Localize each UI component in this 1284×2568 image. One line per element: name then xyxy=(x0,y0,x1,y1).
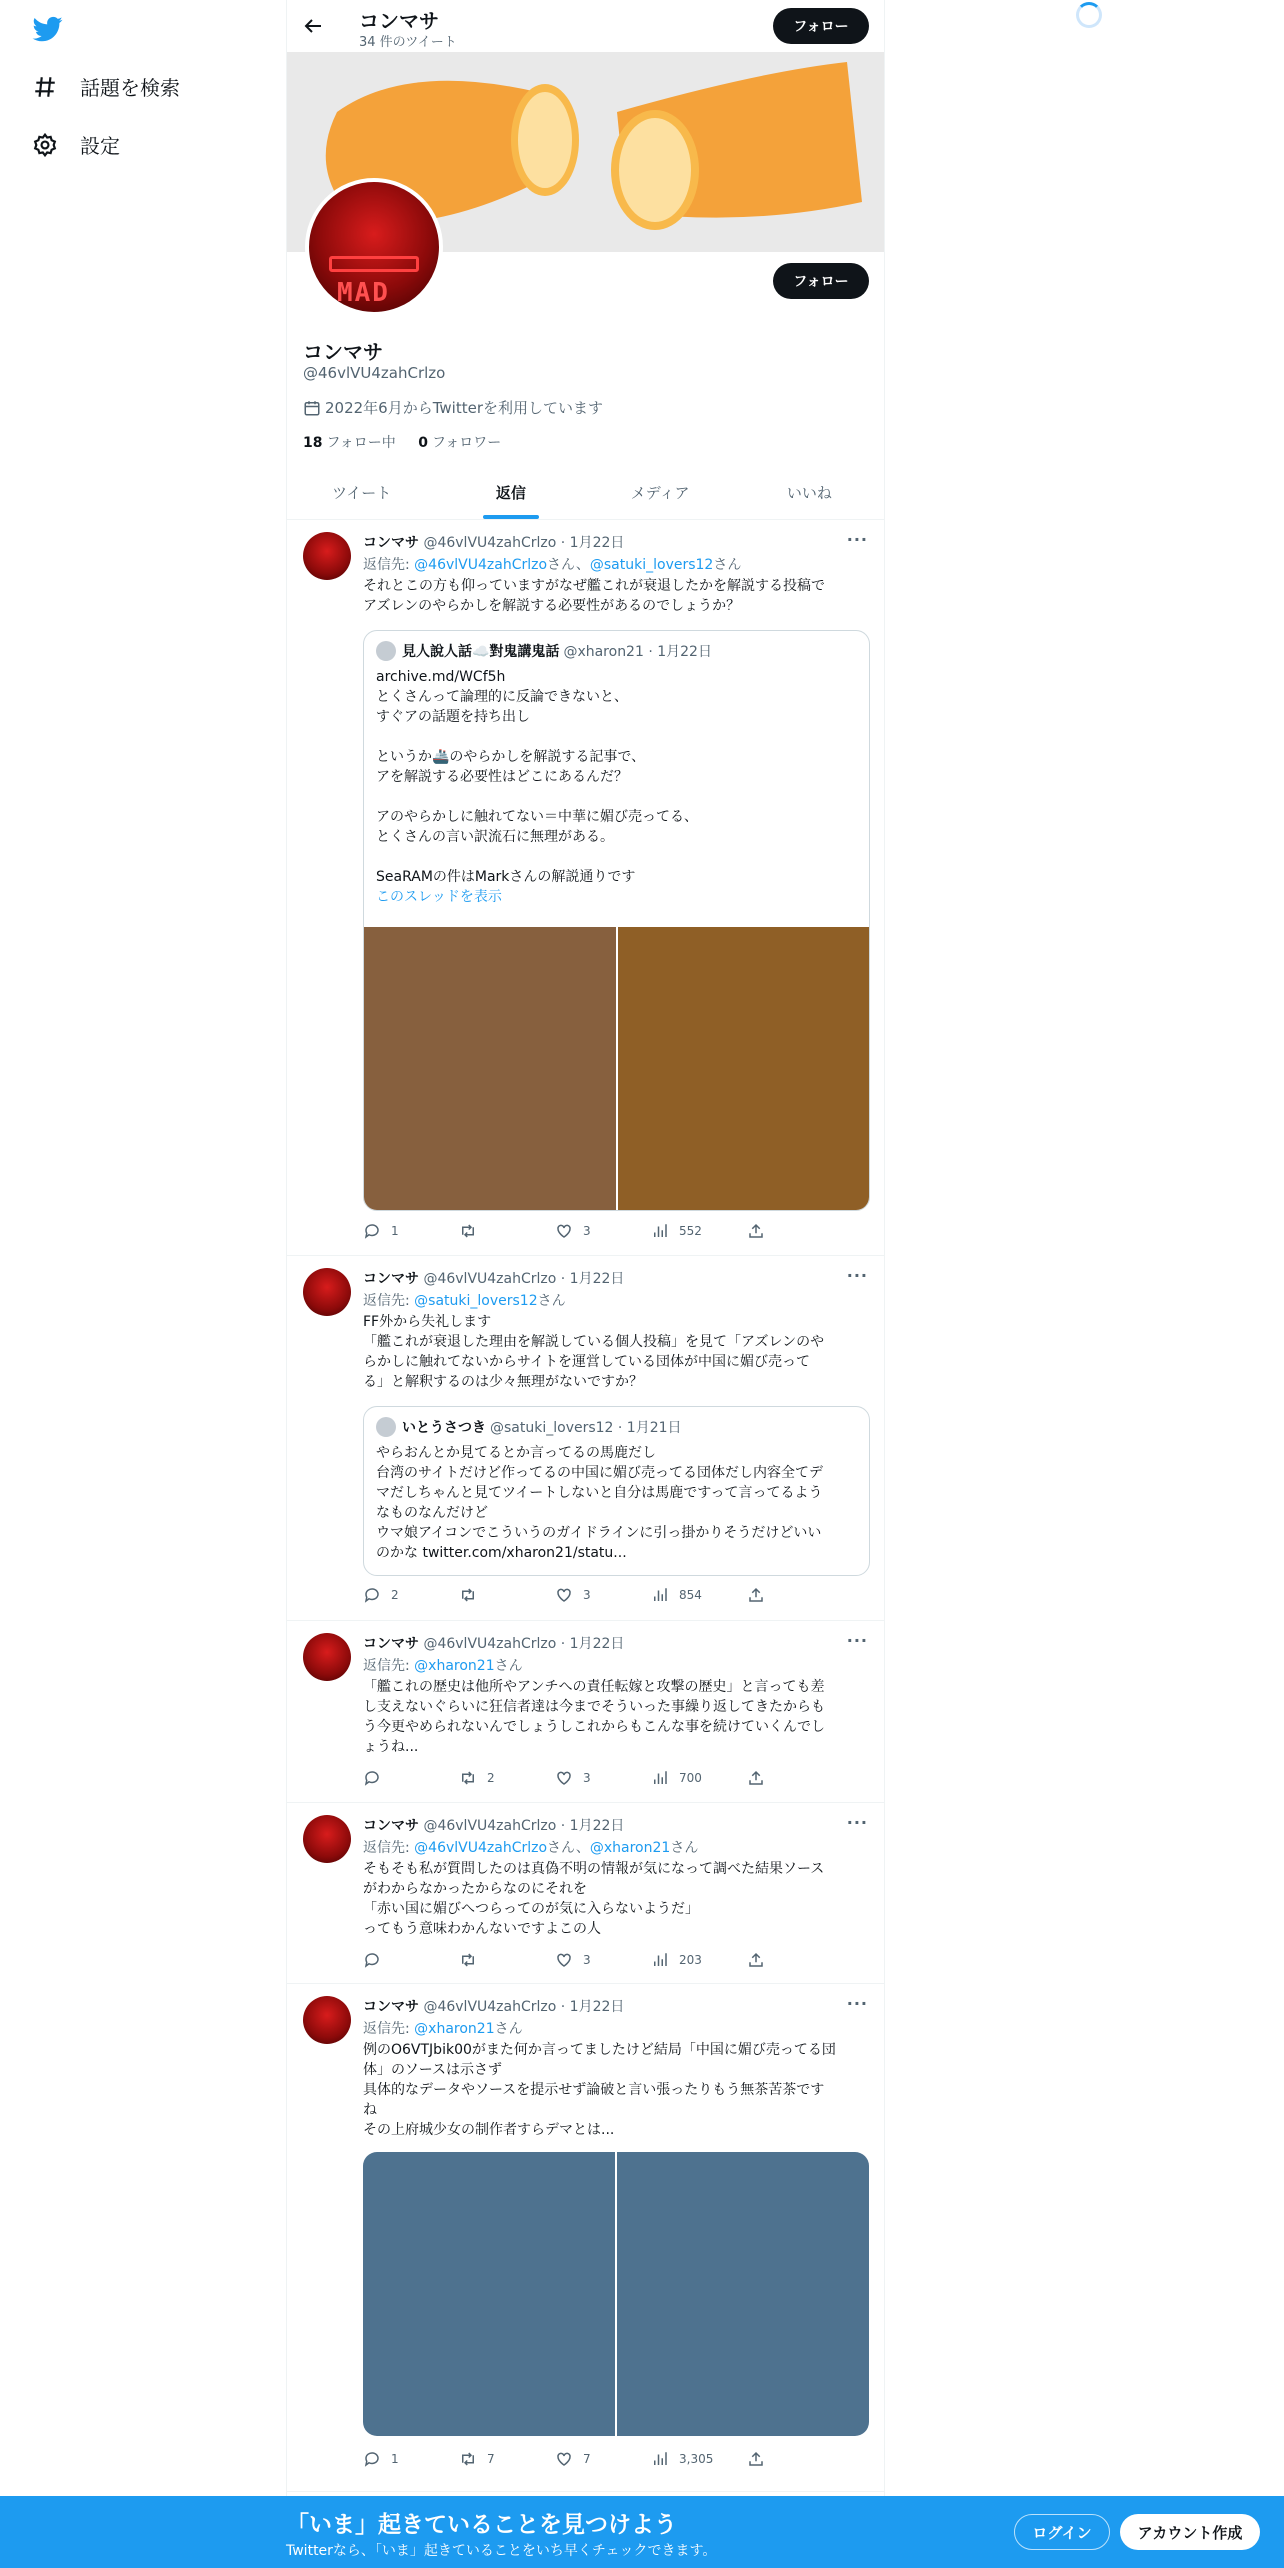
more-options-icon[interactable]: ··· xyxy=(846,1631,868,1650)
tweet-actions xyxy=(363,1951,793,1971)
share-action[interactable] xyxy=(747,1769,775,1787)
reply-to-link[interactable]: @46vlVU4zahCrlzo xyxy=(414,557,548,573)
tab-tweets[interactable]: ツイート xyxy=(331,483,392,502)
reply-suffix: さん xyxy=(537,1293,566,1309)
retweet-icon xyxy=(459,2450,477,2468)
tweet-meta: @46vlVU4zahCrlzo · 1月22日 xyxy=(423,1636,625,1652)
header-follow-button[interactable]: フォロー xyxy=(773,8,869,44)
retweet-icon xyxy=(459,1222,477,1240)
tweet-author-name[interactable]: コンマサ xyxy=(363,1636,419,1652)
reply-prefix: 返信先: xyxy=(363,1840,415,1856)
reply-icon xyxy=(363,1586,381,1604)
nav-item-explore[interactable] xyxy=(32,72,180,101)
tweet-header xyxy=(363,1633,624,1653)
share-icon xyxy=(747,1951,765,1969)
tweet-meta: @46vlVU4zahCrlzo · 1月22日 xyxy=(423,1999,625,2015)
more-options-icon[interactable]: ··· xyxy=(846,530,868,549)
tweet-author-name[interactable]: コンマサ xyxy=(363,1999,419,2015)
views-chart-icon xyxy=(651,1951,669,1969)
back-arrow-icon[interactable] xyxy=(301,14,325,38)
tab-likes[interactable]: いいね xyxy=(786,483,832,502)
tweet-text: それとこの方も仰っていますがなぜ艦これが衰退したかを解説する投稿で アズレンのやらかしを解説する必要性があるのでしょうか？ xyxy=(363,578,825,614)
quote-media[interactable] xyxy=(364,927,869,1211)
reply-to-link[interactable]: @xharon21 xyxy=(589,1840,671,1856)
tweet-header xyxy=(363,1996,624,2016)
views-count: 3,305 xyxy=(679,2452,714,2466)
reply-prefix: 返信先: xyxy=(363,1293,415,1309)
tweet-meta: @46vlVU4zahCrlzo · 1月22日 xyxy=(423,535,625,551)
tweet[interactable] xyxy=(287,520,884,1256)
reply-action[interactable] xyxy=(363,1951,391,1969)
profile-handle: @46vlVU4zahCrlzo xyxy=(303,364,446,382)
views-action[interactable] xyxy=(651,1769,702,1787)
calendar-icon xyxy=(303,399,321,417)
share-icon xyxy=(747,2450,765,2468)
tweet[interactable] xyxy=(287,1803,884,1984)
tweet-header xyxy=(363,1268,624,1288)
reply-icon xyxy=(363,2450,381,2468)
reply-action[interactable] xyxy=(363,1769,391,1787)
retweet-icon xyxy=(459,1951,477,1969)
profile-tabs xyxy=(287,465,884,520)
quote-text: archive.md/WCf5h とくさんって論理的に反論できないと、 すぐアの話題を持ち出し というか🚢のやらかしを解説する記事で、 アを解説する必要性はどこにあるんだ？ アのやらかしに触れてない＝中華に媚び売ってる、 とくさんの言い訳流石に無理がある。 SeaRAMの件はMarkさんの解説通りです xyxy=(376,669,698,885)
reply-action[interactable] xyxy=(363,1586,399,1604)
reply-action[interactable] xyxy=(363,1222,399,1240)
profile-joined-text: 2022年6月からTwitterを利用しています xyxy=(325,399,603,417)
reply-to-line xyxy=(363,1655,523,1675)
header-tweet-count: 34 件のツイート xyxy=(359,35,457,50)
reply-count: 2 xyxy=(391,1588,399,1602)
views-action[interactable] xyxy=(651,1586,702,1604)
show-thread-link[interactable]: このスレッドを表示 xyxy=(376,889,502,905)
tweet-media[interactable] xyxy=(363,2152,869,2436)
tweet-avatar[interactable] xyxy=(303,1996,351,2044)
retweet-icon xyxy=(459,1769,477,1787)
retweet-action[interactable] xyxy=(459,1222,487,1240)
tab-replies[interactable]: 返信 xyxy=(436,465,585,519)
like-action[interactable] xyxy=(555,1222,591,1240)
profile-avatar[interactable] xyxy=(305,178,443,316)
share-icon xyxy=(747,1586,765,1604)
like-count: 3 xyxy=(583,1588,591,1602)
quote-avatar xyxy=(376,641,396,661)
heart-icon xyxy=(555,2450,573,2468)
tweet-text: そもそも私が質問したのは真偽不明の情報が気になって調べた結果ソース がわからなかったからなのにそれを 「赤い国に媚びへつらってのが気に入らないようだ」 ってもう意味わかんないですよこの人 xyxy=(363,1861,825,1937)
tweet-actions xyxy=(363,1769,793,1789)
reply-to-link[interactable]: @xharon21 xyxy=(414,2021,495,2037)
like-count: 3 xyxy=(583,1953,591,1967)
followers-label: フォロワー xyxy=(432,435,502,451)
reply-suffix: さん xyxy=(494,2021,523,2037)
create-account-button[interactable]: アカウント作成 xyxy=(1120,2514,1260,2550)
nav-item-settings[interactable] xyxy=(32,130,120,159)
views-action[interactable] xyxy=(651,1951,702,1969)
share-action[interactable] xyxy=(747,1586,775,1604)
login-button[interactable]: ログイン xyxy=(1014,2514,1110,2550)
reply-to-link[interactable]: @satuki_lovers12 xyxy=(414,1293,538,1309)
reply-count: 1 xyxy=(391,1224,399,1238)
header-name: コンマサ xyxy=(359,9,439,33)
views-chart-icon xyxy=(651,1586,669,1604)
media-image[interactable] xyxy=(617,2152,869,2436)
tweet-author-name[interactable]: コンマサ xyxy=(363,1271,419,1287)
hashtag-icon xyxy=(32,74,58,100)
views-count: 700 xyxy=(679,1771,702,1785)
tab-media[interactable]: メディア xyxy=(630,483,690,502)
media-image[interactable] xyxy=(364,927,616,1211)
heart-icon xyxy=(555,1586,573,1604)
reply-to-link[interactable]: @satuki_lovers12 xyxy=(589,557,714,573)
retweet-icon xyxy=(459,1586,477,1604)
quote-text: やらおんとか見てるとか言ってるの馬鹿だし 台湾のサイトだけど作ってるの中国に媚び売ってる団体だし内容全てデ マだしちゃんと見てツイートしないと自分は馬鹿ですって言ってるよう なものなんだけど ウマ娘アイコンでこういうのガイドラインに引っ掛かりそうだけどいい のかな twitter.com/xharon21/statu... xyxy=(376,1445,824,1561)
reply-to-line xyxy=(363,2018,523,2038)
views-count: 203 xyxy=(679,1953,702,1967)
nav-item-explore-label: 話題を検索 xyxy=(80,76,180,100)
top-bar xyxy=(287,0,884,52)
tweet-text: 例のO6VTJbik00がまた何か言ってましたけど結局「中国に媚び売ってる団 体」のソースは示さず 具体的なデータやソースを提示せず論破と言い張ったりもう無茶苦茶です ね その上府城少女の制作者すらデマとは... xyxy=(363,2042,836,2138)
signup-bar xyxy=(0,2496,1284,2568)
following-link[interactable] xyxy=(303,435,396,451)
reply-suffix: さん xyxy=(713,557,742,573)
heart-icon xyxy=(555,1769,573,1787)
share-icon xyxy=(747,1222,765,1240)
retweet-action[interactable] xyxy=(459,1951,487,1969)
reply-to-line xyxy=(363,554,741,574)
quote-meta: @satuki_lovers12 · 1月21日 xyxy=(490,1420,682,1436)
quoted-tweet[interactable] xyxy=(363,630,870,1211)
retweet-count: 2 xyxy=(487,1771,495,1785)
more-options-icon[interactable]: ··· xyxy=(846,1994,868,2013)
quote-meta: @xharon21 · 1月22日 xyxy=(563,644,712,660)
quote-author-name: いとうさつき xyxy=(402,1420,486,1436)
reply-suffix: さん xyxy=(494,1658,523,1674)
share-action[interactable] xyxy=(747,1222,775,1240)
quote-header xyxy=(376,641,712,661)
tweet-text: FF外から失礼します 「艦これが衰退した理由を解説している個人投稿」を見て「アズレンのや らかしに触れてないからサイトを運営している団体が中国に媚び売って る」と解釈するのは少々無理がないですか？ xyxy=(363,1314,825,1390)
views-chart-icon xyxy=(651,2450,669,2468)
reply-to-link[interactable]: @xharon21 xyxy=(414,1658,495,1674)
profile-follow-stats xyxy=(303,432,501,452)
like-action[interactable] xyxy=(555,2450,591,2468)
tweet-avatar[interactable] xyxy=(303,1268,351,1316)
tweet-avatar[interactable] xyxy=(303,1633,351,1681)
followers-count: 0 xyxy=(418,435,428,451)
quote-avatar xyxy=(376,1417,396,1437)
reply-action[interactable] xyxy=(363,2450,399,2468)
media-image[interactable] xyxy=(618,927,870,1211)
reply-icon xyxy=(363,1222,381,1240)
twitter-logo-icon[interactable] xyxy=(30,14,66,44)
quote-header xyxy=(376,1417,682,1437)
tweet-header xyxy=(363,532,624,552)
profile-follow-button[interactable]: フォロー xyxy=(773,263,869,299)
media-image[interactable] xyxy=(363,2152,615,2436)
nav-item-settings-label: 設定 xyxy=(80,134,120,158)
like-action[interactable] xyxy=(555,1951,591,1969)
loading-spinner-icon xyxy=(1076,2,1102,28)
like-count: 7 xyxy=(583,2452,591,2466)
main-column xyxy=(286,0,885,2568)
views-count: 552 xyxy=(679,1224,702,1238)
views-chart-icon xyxy=(651,1222,669,1240)
views-chart-icon xyxy=(651,1769,669,1787)
tweet-text: 「艦これの歴史は他所やアンチへの責任転嫁と攻撃の歴史」と言っても差 し支えないぐらいに狂信者達は今までそういった事繰り返してきたからも う今更やめられないんでしょうしこれからもこんな事を続けていくんでし ょうね... xyxy=(363,1679,825,1755)
profile-name: コンマサ xyxy=(303,340,383,364)
following-count: 18 xyxy=(303,435,323,451)
reply-suffix: さん xyxy=(670,1840,699,1856)
tweet[interactable] xyxy=(287,1621,884,1803)
profile-joined xyxy=(303,397,603,418)
tweet[interactable] xyxy=(287,1984,884,2492)
heart-icon xyxy=(555,1222,573,1240)
reply-to-line xyxy=(363,1837,698,1857)
reply-prefix: 返信先: xyxy=(363,557,415,573)
like-count: 3 xyxy=(583,1771,591,1785)
tweet-author-name[interactable]: コンマサ xyxy=(363,535,419,551)
more-options-icon[interactable]: ··· xyxy=(846,1266,868,1285)
reply-mid: さん、 xyxy=(547,557,590,573)
reply-prefix: 返信先: xyxy=(363,1658,415,1674)
gear-icon xyxy=(32,132,58,158)
views-action[interactable] xyxy=(651,1222,702,1240)
retweet-action[interactable] xyxy=(459,1586,487,1604)
quoted-tweet[interactable] xyxy=(363,1406,870,1576)
share-action[interactable] xyxy=(747,1951,775,1969)
retweet-action[interactable] xyxy=(459,2450,495,2468)
avatar-text: MAD xyxy=(337,278,390,308)
tweet-actions xyxy=(363,2450,793,2470)
views-count: 854 xyxy=(679,1588,702,1602)
like-action[interactable] xyxy=(555,1586,591,1604)
reply-prefix: 返信先: xyxy=(363,2021,415,2037)
reply-to-link[interactable]: @46vlVU4zahCrlzo xyxy=(414,1840,548,1856)
views-action[interactable] xyxy=(651,2450,713,2468)
more-options-icon[interactable]: ··· xyxy=(846,1813,868,1832)
tweet-actions xyxy=(363,1222,793,1242)
retweet-action[interactable] xyxy=(459,1769,495,1787)
following-label: フォロー中 xyxy=(326,435,396,451)
reply-icon xyxy=(363,1951,381,1969)
share-icon xyxy=(747,1769,765,1787)
tweet-actions xyxy=(363,1586,793,1606)
tweet-author-name[interactable]: コンマサ xyxy=(363,1818,419,1834)
like-count: 3 xyxy=(583,1224,591,1238)
signup-bar-title: 「いま」起きていることを見つけよう xyxy=(286,2512,677,2538)
tweet-meta: @46vlVU4zahCrlzo · 1月22日 xyxy=(423,1271,625,1287)
tweet-avatar[interactable] xyxy=(303,1815,351,1863)
tweet-header xyxy=(363,1815,624,1835)
quote-author-name: 見人說人話☁️對鬼講鬼話 xyxy=(402,644,560,660)
tweet-meta: @46vlVU4zahCrlzo · 1月22日 xyxy=(423,1818,625,1834)
signup-bar-subtitle: Twitterなら、「いま」起きていることをいち早くチェックできます。 xyxy=(286,2543,717,2559)
heart-icon xyxy=(555,1951,573,1969)
reply-mid: さん、 xyxy=(547,1840,590,1856)
followers-link[interactable] xyxy=(418,435,501,451)
share-action[interactable] xyxy=(747,2450,775,2468)
reply-icon xyxy=(363,1769,381,1787)
retweet-count: 7 xyxy=(487,2452,495,2466)
avatar-decoration xyxy=(329,256,419,272)
reply-to-line xyxy=(363,1290,566,1310)
reply-count: 1 xyxy=(391,2452,399,2466)
tweet[interactable] xyxy=(287,1256,884,1621)
tweet-avatar[interactable] xyxy=(303,532,351,580)
like-action[interactable] xyxy=(555,1769,591,1787)
